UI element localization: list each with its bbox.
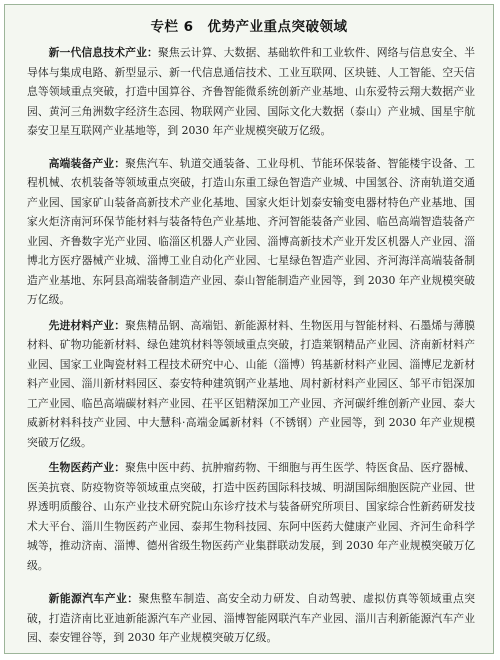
feature-box — [4, 4, 494, 654]
paragraph-text: 聚焦精品钢、高端铝、新能源材料、生物医用与智能材料、石墨烯与薄膜材料、矿物功能新材料、绿色建筑材料等领域重点突破，打造莱钢精品产业园、济南新材料产业园、国家工业陶瓷材料工程技术研究中心、山能（淄博）钨基新材料产业园、淄博尼龙新材料产业园、淄川新材料园区、泰安特种建筑钢产业基地、周村新材料产业园区、邹平市铝深加工产业园、临邑高端碳材料产业园、茌平区铝精深加工产业园、齐河碳纤维创新产业园、泰大威新材料科技产业园、中大慧科·高端金属新材料（不锈钢）产业园等，到 2030 年产业规模突破万亿级。 — [27, 318, 475, 449]
box-heading: 优势产业重点突破领域 — [207, 19, 348, 35]
paragraph-text: 聚焦整车制造、高安全动力研发、自动驾驶、虚拟仿真等领域重点突破，打造济南比亚迪新能源汽车产业园、淄博智能网联汽车产业园、淄川吉利新能源汽车产业园、泰安锂谷等，到 2030 年产业规模突破万亿级。 — [27, 592, 476, 644]
paragraph-info-tech — [27, 43, 475, 141]
paragraph-text: 聚焦汽车、轨道交通装备、工业母机、节能环保装备、智能楼宇设备、工程机械、农机装备等领域重点突破，打造山东重工绿色智造产业城、中国氢谷、济南轨道交通产业园、国家矿山装备高新技术产业化基地、国家火炬计划泰安输变电器材特色产业基地、国家火炬济南河环保节能材料与装备特色产业基地、齐河智能装备产业园、临邑高端智造装备产业园、齐鲁数字光产业园、临淄区机器人产业园、淄博高新技术产业开发区机器人产业园、淄博北方医疗器械产业城、淄博工业自动化产业园、七星绿色智造产业园、齐河海洋高端装备制造产业基地、东阿县高端装备制造产业园、泰山智能制造产业园等，到 2030 年产业规模突破万亿级。 — [27, 156, 475, 306]
paragraph-new-energy-vehicles — [27, 589, 475, 648]
box-number: 专栏 6 — [150, 19, 194, 35]
paragraph-text: 聚焦云计算、大数据、基础软件和工业软件、网络与信息安全、半导体与集成电路、新型显示、新一代信息通信技术、工业互联网、区块链、人工智能、空天信息等领域重点突破，打造中国算谷、齐鲁智能微系统创新产业基地、山东爱特云翔大数据产业园、黄河三角洲数字经济生态园、物联网产业园、国际文化大数据（泰山）产业城、国星宇航泰安卫星互联网产业基地等，到 2030 年产业规模突破万亿级。 — [27, 46, 476, 137]
paragraph-lead: 新一代信息技术产业： — [48, 46, 158, 59]
paragraph-lead: 高端装备产业： — [48, 156, 126, 170]
paragraph-text: 聚焦中医中药、抗肿瘤药物、干细胞与再生医学、特医食品、医疗器械、医美抗衰、防疫物资等领域重点突破，打造中医药国际科技城、明湖国际细胞医院产业园、世界透明质酸谷、山东产业技术研究院山东诊疗技术与装备研究所项目、国家综合性新药研发技术大平台、淄川生物医药产业园、泰邦生物科技园、东阿中医药大健康产业园、齐河生命科学城等，推动济南、淄博、德州省级生物医药产业集群联动发展，到 2030 年产业规模突破万亿级。 — [27, 461, 475, 572]
paragraph-high-end-equipment — [27, 154, 475, 310]
paragraph-lead: 生物医药产业： — [48, 461, 126, 474]
box-title — [5, 15, 493, 35]
paragraph-lead: 先进材料产业： — [48, 318, 126, 332]
paragraph-biomedicine — [27, 458, 475, 575]
box-content — [27, 43, 475, 656]
paragraph-advanced-materials — [27, 316, 475, 453]
paragraph-lead: 新能源汽车产业： — [48, 592, 139, 605]
